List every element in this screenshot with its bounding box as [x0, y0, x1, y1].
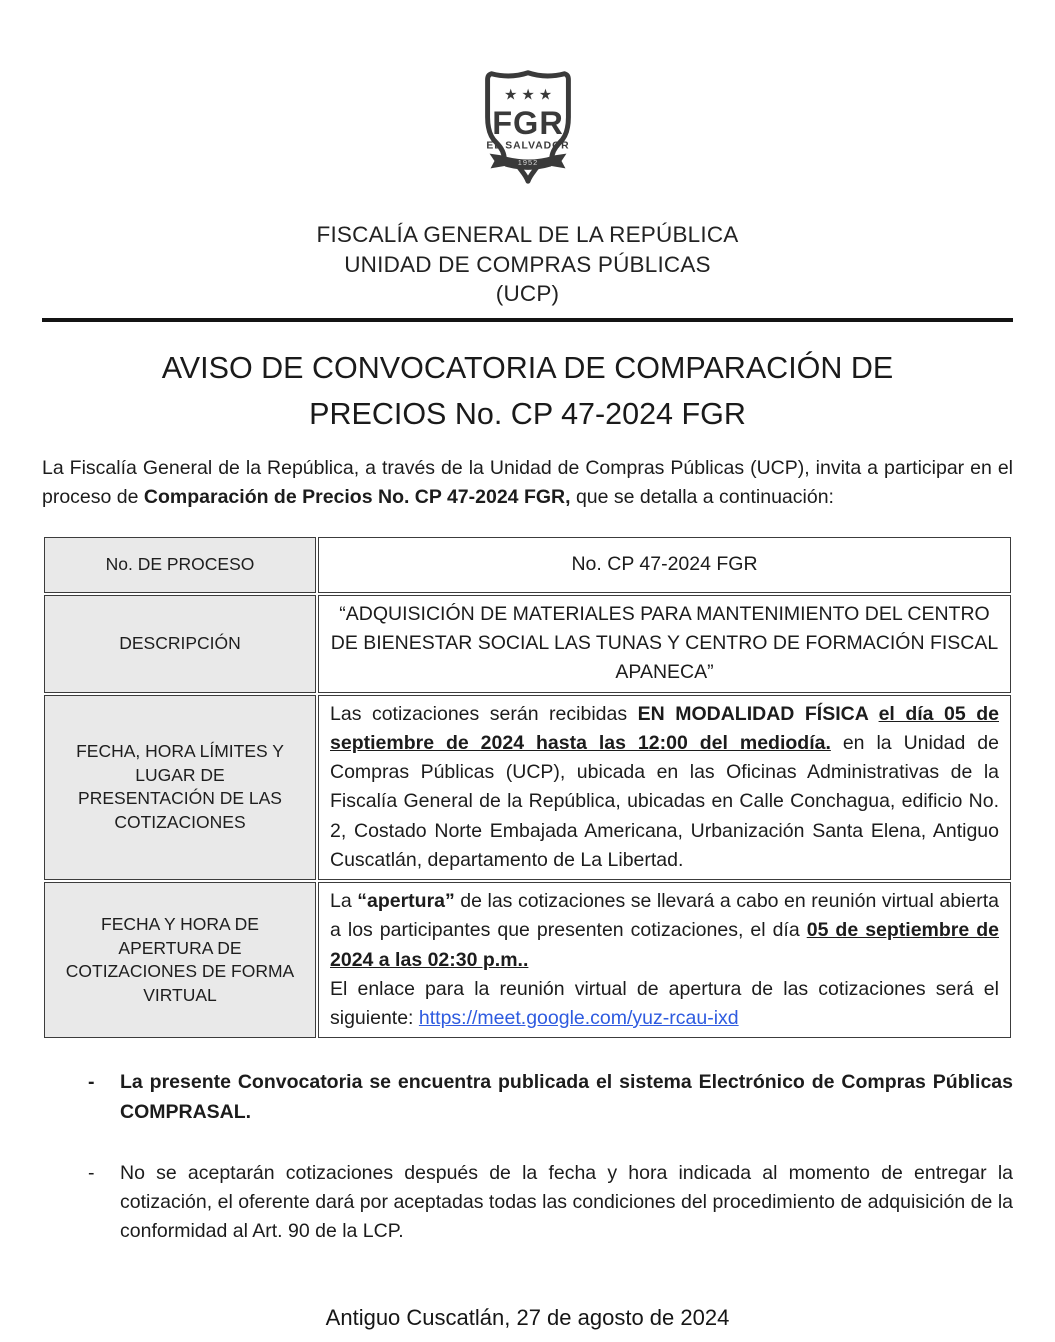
table-row-apertura	[44, 882, 1011, 1038]
logo-acronym: FGR	[491, 104, 564, 141]
logo-stars-icon: ★ ★ ★	[503, 87, 552, 104]
logo-country: EL SALVADOR	[485, 140, 570, 152]
note-no-aceptacion	[88, 1159, 1013, 1247]
notes-list	[42, 1068, 1013, 1246]
header-divider	[42, 318, 1013, 322]
note-comprasal	[88, 1068, 1013, 1127]
note-dash-marker: -	[88, 1161, 95, 1184]
shield-icon	[459, 62, 597, 190]
row-label-descripcion: DESCRIPCIÓN	[44, 595, 316, 693]
row-value-apertura: La “apertura” de las cotizaciones se llevará a cabo en reunión virtual abierta a los participantes que presenten cotizaciones, el día 05 de septiembre de 2024 a las 02:30 p.m.. El enlace para la reunión virtual de apertura de las cotizaciones será el siguiente: https://meet.google.com/yuz-rcau-ixd	[318, 882, 1011, 1038]
org-unit: UNIDAD DE COMPRAS PÚBLICAS	[344, 251, 711, 277]
table-row-proceso	[44, 537, 1011, 593]
table-row-fecha-limite	[44, 695, 1011, 881]
note-dash-marker: -	[88, 1071, 95, 1094]
row-label-proceso: No. DE PROCESO	[44, 537, 316, 593]
page-title	[42, 346, 1013, 438]
row-value-proceso: No. CP 47-2024 FGR	[318, 537, 1011, 593]
table-row-descripcion	[44, 595, 1011, 693]
page-title-line1: AVISO DE CONVOCATORIA DE COMPARACIÓN DE	[161, 351, 894, 386]
process-table	[42, 535, 1013, 1041]
org-header	[42, 220, 1013, 309]
row-value-descripcion: “ADQUISICIÓN DE MATERIALES PARA MANTENIMIENTO DEL CENTRO DE BIENESTAR SOCIAL LAS TUNAS Y CENTRO DE FORMACIÓN FISCAL APANECA”	[318, 595, 1011, 693]
logo-year: 1952	[517, 157, 538, 167]
org-name: FISCALÍA GENERAL DE LA REPÚBLICA	[316, 222, 739, 247]
dateline: Antiguo Cuscatlán, 27 de agosto de 2024	[325, 1304, 730, 1330]
row-value-fecha-limite: Las cotizaciones serán recibidas EN MODALIDAD FÍSICA el día 05 de septiembre de 2024 hasta las 12:00 del mediodía. en la Unidad de Compras Públicas (UCP), ubicada en las Oficinas Administrativas de la Fiscalía General de la República, ubicadas en Calle Conchagua, edificio No. 2, Costado Norte Embajada Americana, Urbanización Santa Elena, Antiguo Cuscatlán, departamento de La Libertad.	[318, 695, 1011, 881]
note-text: La presente Convocatoria se encuentra publicada el sistema Electrónico de Compras Públicas COMPRASAL.	[120, 1071, 1013, 1123]
note-text: No se aceptarán cotizaciones después de la fecha y hora indicada al momento de entregar la cotización, el oferente dará por aceptadas todas las condiciones del procedimiento de adquisición de la conformidad al Art. 90 de la LCP.	[120, 1161, 1013, 1243]
row-label-fecha-limite: FECHA, HORA LÍMITES Y LUGAR DE PRESENTACIÓN DE LAS COTIZACIONES	[44, 695, 316, 881]
fgr-logo	[42, 62, 1013, 190]
page-title-line2: PRECIOS No. CP 47-2024 FGR	[309, 396, 746, 431]
org-unit-abbr: (UCP)	[495, 281, 560, 307]
intro-paragraph: La Fiscalía General de la República, a través de la Unidad de Compras Públicas (UCP), invita a participar en el proceso de Comparación de Precios No. CP 47-2024 FGR, que se detalla a continuación:	[42, 456, 1013, 509]
meeting-link[interactable]: https://meet.google.com/yuz-rcau-ixd	[418, 1007, 739, 1030]
row-label-apertura: FECHA Y HORA DE APERTURA DE COTIZACIONES DE FORMA VIRTUAL	[44, 882, 316, 1038]
